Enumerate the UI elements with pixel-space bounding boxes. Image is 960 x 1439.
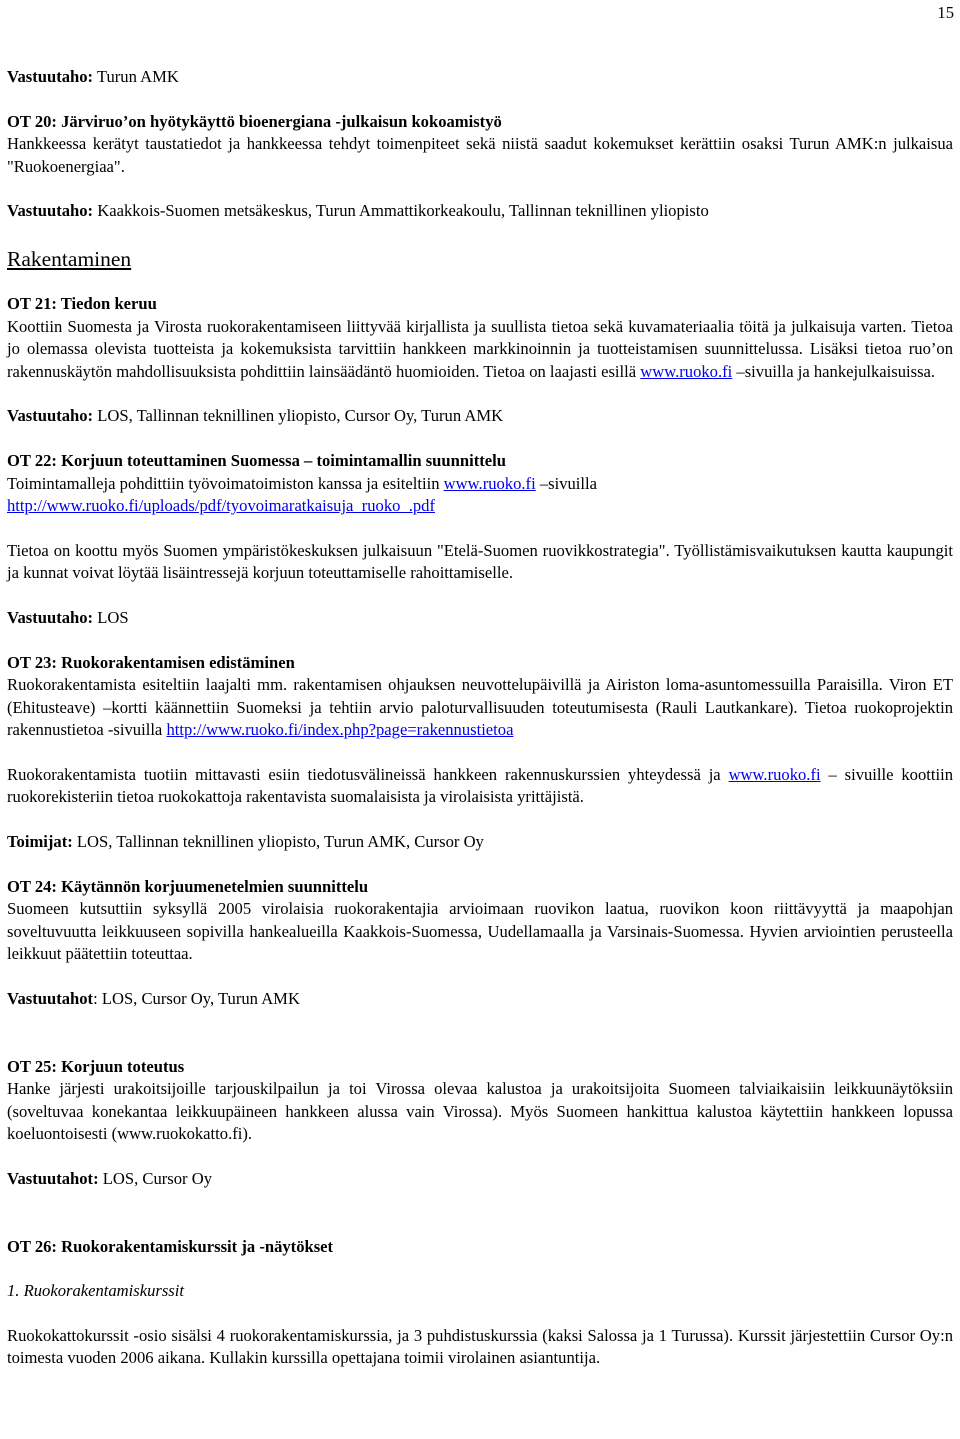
ruoko-link[interactable]: www.ruoko.fi <box>728 764 821 784</box>
responsible-party-line <box>7 1168 953 1191</box>
ruoko-link[interactable]: www.ruoko.fi <box>640 361 733 381</box>
ot25-heading: OT 25: Korjuun toteutus <box>7 1056 185 1076</box>
ot22-text: Toimintamalleja pohdittiin työvoimatoimiston kanssa ja esiteltiin <box>7 473 444 493</box>
ot22-body <box>7 473 953 518</box>
pdf-link[interactable]: http://www.ruoko.fi/uploads/pdf/tyovoimaratkaisuja_ruoko_.pdf <box>7 496 435 516</box>
responsible-value: LOS, Cursor Oy <box>98 1169 213 1188</box>
responsible-label: Vastuutaho: <box>7 201 94 221</box>
responsible-party-line <box>7 200 953 223</box>
ot20-body: Hankkeessa kerätyt taustatiedot ja hankkeessa tehdyt toimenpiteet sekä niistä saadut kokemukset kerättiin osaksi Turun AMK:n julkaisua "Ruokoenergiaa". <box>7 134 953 176</box>
responsible-value: Kaakkois-Suomen metsäkeskus, Turun Ammattikorkeakoulu, Tallinnan teknillinen yliopisto <box>93 201 709 221</box>
ot25-body: Hanke järjesti urakoitsijoille tarjouskilpailun ja toi Virossa olevaa kalustoa ja urakoitsijoita Suomeen talviaikaisiin leikkuunäytöksiin (soveltuvaa konekantaa leikkuupäineen hankkeen alussa vain Virossa). Myös Suomeen hankittua kalustoa käytettiin hankkeen lopussa koeluontoisesti (www.ruokokatto.fi). <box>7 1079 953 1144</box>
responsible-value: : LOS, Cursor Oy, Turun AMK <box>93 989 300 1009</box>
ot26-body: Ruokokattokurssit -osio sisälsi 4 ruokorakentamiskurssia, ja 3 puhdistuskurssia (kaksi Salossa ja 1 Turussa). Kurssit järjestettiin Cursor Oy:n toimesta vuoden 2006 aikana. Kullakin kurssilla opettajana toimii virolainen asiantuntija. <box>7 1325 953 1368</box>
ot23-para2 <box>7 764 953 809</box>
document-body <box>7 66 953 1370</box>
responsible-label: Vastuutaho: <box>7 607 94 627</box>
ot21-body <box>7 316 953 384</box>
responsible-party-line <box>7 405 953 428</box>
ot21-heading: OT 21: Tiedon keruu <box>7 293 157 313</box>
responsible-value: Turun AMK <box>93 67 179 86</box>
page-number: 15 <box>937 3 954 22</box>
section-title: Rakentaminen <box>7 246 132 271</box>
responsible-label: Vastuutahot <box>7 989 94 1009</box>
ot21-text: Koottiin Suomesta ja Virosta ruokorakentamiseen liittyvää kirjallista ja suullista tietoa sekä kuvamateriaalia töitä ja julkaisuja varten. Tietoa jo olemassa olevista tuotteista ja kokemuksista tarvittiin hankkeen markkinoinnin ja tuotteistamisen suunnittelussa. Lisäksi tietoa ruo’on rakennuskäytön mahdollisuuksista pohdittiin lainsäädäntö huomioiden. Tietoa on laajasti esillä <box>7 316 953 381</box>
ot22-heading: OT 22: Korjuun toteuttaminen Suomessa – toimintamallin suunnittelu <box>7 450 506 470</box>
ot20-heading: OT 20: Järviruo’on hyötykäyttö bioenergiana -julkaisun kokoamistyö <box>7 111 502 131</box>
ot23-text: Ruokorakentamista tuotiin mittavasti esiin tiedotusvälineissä hankkeen rakennuskurssien yhteydessä ja <box>7 764 729 784</box>
responsible-value: LOS, Tallinnan teknillinen yliopisto, Cursor Oy, Turun AMK <box>93 406 504 426</box>
ot22-para2: Tietoa on koottu myös Suomen ympäristökeskuksen julkaisuun "Etelä-Suomen ruovikkostrategia". Työllistämisvaikutuksen kautta kaupungit ja kunnat voivat löytää lisäintressejä korjuun toteuttamiselle rahoittamiselle. <box>7 540 953 583</box>
actors-value: LOS, Tallinnan teknillinen yliopisto, Turun AMK, Cursor Oy <box>72 832 484 852</box>
ot26-heading: OT 26: Ruokorakentamiskurssit ja -näytökset <box>7 1236 334 1256</box>
actors-line <box>7 831 953 854</box>
responsible-label: Vastuutaho: <box>7 406 94 426</box>
rakennustietoa-link[interactable]: http://www.ruoko.fi/index.php?page=rakennustietoa <box>166 720 514 740</box>
ot23-text: – sivuille koottiin ruokorekisteriin tietoa ruokokattoja rakentavista suomalaisista ja virolaisista yrittäjistä. <box>7 764 953 807</box>
responsible-party-line <box>7 607 953 630</box>
ruoko-link[interactable]: www.ruoko.fi <box>443 473 536 493</box>
responsible-label: Vastuutahot: <box>7 1169 99 1188</box>
ot24-body: Suomeen kutsuttiin syksyllä 2005 virolaisia ruokorakentajia arvioimaan ruovikon laatua, ruovikon koon riittävyyttä ja maapohjan soveltuvuutta leikkuuseen sopivilla hankealueilla Kaakkois-Suomessa, Uudellamaalla ja Varsinais-Suomessa. Hyvien arviointien perusteella leikkuut päätettiin toteuttaa. <box>7 899 953 964</box>
ot21-text: –sivuilla ja hankejulkaisuissa. <box>732 361 936 381</box>
actors-label: Toimijat: <box>7 832 73 852</box>
responsible-label: Vastuutaho: <box>7 67 94 86</box>
responsible-party-line <box>7 988 953 1011</box>
responsible-value: LOS <box>93 607 129 627</box>
ot23-body <box>7 674 953 742</box>
ot26-subheading: 1. Ruokorakentamiskurssit <box>7 1281 184 1301</box>
ot23-text: Ruokorakentamista esiteltiin laajalti mm. rakentamisen ohjauksen neuvottelupäivillä ja Airiston loma-asuntomessuilla Paraisilla. Viron ET (Ehitusteave) –kortti käännettiin Suomeksi ja tehtiin arvio paloturvallisuuden toteutumisesta (Rauli Lautkankare). Tietoa ruokoprojektin rakennustietoa -sivuilla <box>7 675 953 740</box>
ot23-heading: OT 23: Ruokorakentamisen edistäminen <box>7 652 295 672</box>
responsible-party-line <box>7 66 953 89</box>
ot22-text: –sivuilla <box>535 473 598 493</box>
ot24-heading: OT 24: Käytännön korjuumenetelmien suunnittelu <box>7 876 369 896</box>
